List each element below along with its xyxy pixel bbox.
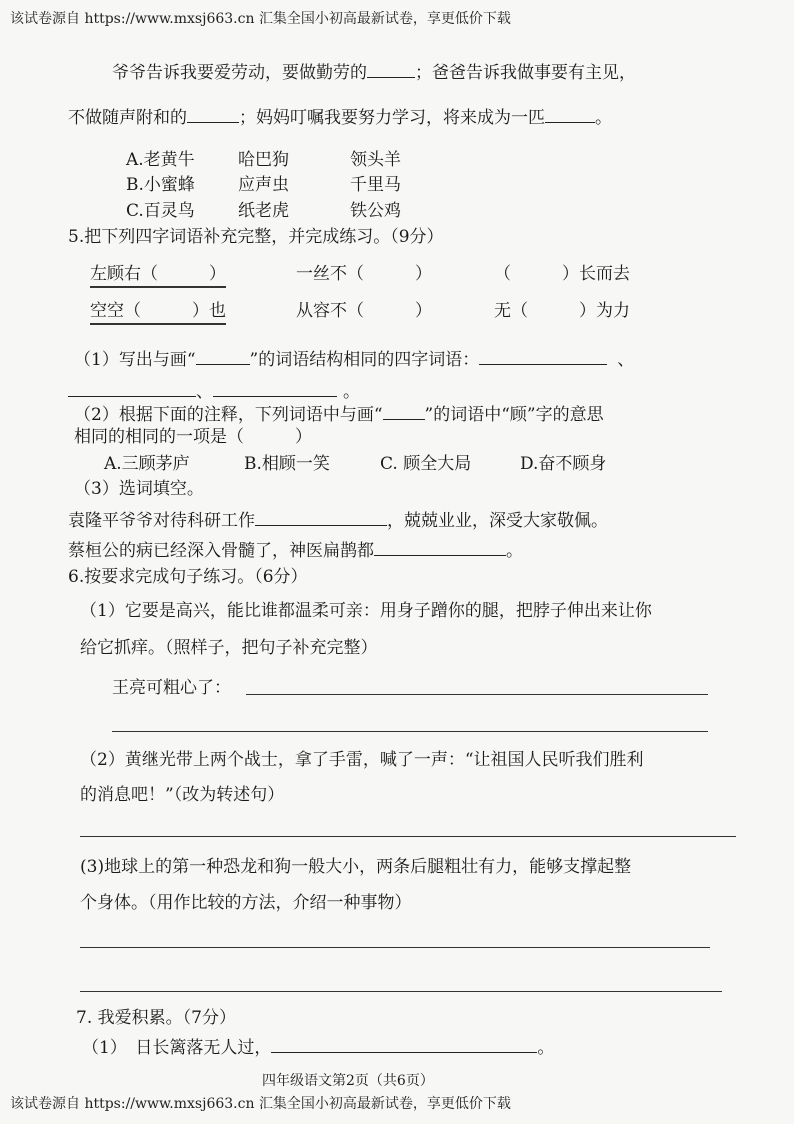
watermark-label: 该试卷源自 <box>10 1096 80 1112</box>
answer-blank[interactable] <box>68 382 196 397</box>
q5-fill-1 <box>68 511 608 530</box>
watermark-label: 该试卷源自 <box>10 11 80 27</box>
answer-blank[interactable] <box>255 511 387 526</box>
question-text: ”的词语结构相同的四字词语： <box>249 350 480 370</box>
q5-sub1 <box>74 350 634 369</box>
intro-line-2 <box>68 108 612 127</box>
q6-s1-line1: （1）它要是高兴，能比谁都温柔可亲：用身子蹭你的腿，把脖子伸出来让你 <box>80 601 652 621</box>
watermark-slogan: 汇集全国小初高最新试卷，享更低价下载 <box>258 1096 511 1112</box>
page-footer: 四年级语文第2页（共6页） <box>262 1073 434 1089</box>
choice-word: 纸老虎 <box>238 201 289 221</box>
q5-word[interactable]: （ ）长而去 <box>494 264 630 284</box>
marker-blank <box>196 350 250 365</box>
q5-word-underlined-2[interactable]: 空空（ ）也 <box>90 303 226 325</box>
q6-s1-line2: 给它抓痒。（照样子，把句子补充完整） <box>80 638 378 658</box>
answer-blank[interactable] <box>187 108 239 123</box>
answer-line[interactable] <box>112 731 708 732</box>
question-text: 、 <box>617 350 635 370</box>
choice-row-b <box>126 177 462 194</box>
q5-word[interactable]: 一丝不（ ） <box>296 264 432 284</box>
answer-blank[interactable] <box>479 350 607 365</box>
q6-s2-line2: 的消息吧！”（改为转述句） <box>80 785 285 805</box>
q5-option-a[interactable]: A.三顾茅庐 <box>104 454 190 474</box>
q5-sub3: （3）选词填空。 <box>74 479 204 499</box>
q5-option-d[interactable]: D.奋不顾身 <box>520 454 607 474</box>
q5-word[interactable]: 无（ ）为力 <box>494 301 630 321</box>
question-text: 蔡桓公的病已经深入骨髓了，神医扁鹊都 <box>68 541 374 561</box>
choice-word: 铁公鸡 <box>350 201 401 221</box>
choice-word: 千里马 <box>350 175 401 195</box>
question-text: ”的词语中“顾”字的意思 <box>424 405 604 425</box>
choice-word: C.百灵鸟 <box>126 201 195 221</box>
question-text: （1）写出与画“ <box>74 350 196 370</box>
q7-line1 <box>82 1038 554 1057</box>
q5-sub2 <box>74 405 604 424</box>
choice-word: B.小蜜蜂 <box>126 175 195 195</box>
q6-s2-line1: （2）黄继光带上两个战士，拿了手雷，喊了一声：“让祖国人民听我们胜利 <box>80 750 644 770</box>
answer-blank[interactable] <box>374 541 506 556</box>
answer-blank[interactable] <box>545 108 595 123</box>
watermark-url[interactable]: https://www.mxsj663.cn <box>84 1096 255 1112</box>
question-text: （1） 日长篱落无人过， <box>82 1038 272 1058</box>
q5-fill-2 <box>68 541 523 560</box>
question-text: 、 <box>196 382 213 402</box>
question-text: 。 <box>537 1038 555 1058</box>
watermark-top <box>10 12 511 26</box>
q7-title: 7. 我爱积累。（7分） <box>76 1008 236 1028</box>
answer-blank[interactable] <box>213 382 337 397</box>
q5-option-c[interactable]: C. 顾全大局 <box>380 454 472 474</box>
q5-option-b[interactable]: B.相顾一笑 <box>244 454 330 474</box>
q6-s1-prompt: 王亮可粗心了： <box>112 678 231 698</box>
q5-word[interactable]: 从容不（ ） <box>296 301 432 321</box>
question-text: 袁隆平爷爷对待科研工作 <box>68 511 255 531</box>
q5-word-underlined-1[interactable]: 左顾右（ ） <box>90 266 226 288</box>
q5-sub1-cont <box>68 382 360 401</box>
watermark-slogan: 汇集全国小初高最新试卷，享更低价下载 <box>258 11 511 27</box>
intro-line-1 <box>112 63 636 82</box>
answer-line[interactable] <box>80 947 710 948</box>
q6-title: 6.按要求完成句子练习。（6分） <box>68 567 308 587</box>
q5-title: 5.把下列四字词语补充完整，并完成练习。（9分） <box>68 227 444 247</box>
intro-text: ；爸爸告诉我做事要有主见， <box>415 63 636 83</box>
q5-sub2-cont: 相同的相同的一项是（ ） <box>74 427 312 447</box>
q6-s3-line2: 个身体。（用作比较的方法，介绍一种事物） <box>80 893 412 913</box>
answer-line[interactable] <box>246 694 708 695</box>
answer-line[interactable] <box>80 836 736 837</box>
question-text: 。 <box>343 382 360 402</box>
choice-row-a <box>126 152 462 169</box>
q6-s3-line1: (3)地球上的第一种恐龙和狗一般大小，两条后腿粗壮有力，能够支撑起整 <box>80 857 632 877</box>
intro-text: ；妈妈叮嘱我要努力学习，将来成为一匹 <box>239 108 545 128</box>
question-text: （2）根据下面的注释，下列词语中与画“ <box>74 405 383 425</box>
choice-word: 应声虫 <box>238 175 289 195</box>
choice-word: A.老黄牛 <box>126 150 195 170</box>
marker-blank <box>383 405 425 420</box>
choice-word: 领头羊 <box>350 150 401 170</box>
answer-blank[interactable] <box>271 1038 537 1053</box>
answer-blank[interactable] <box>367 63 415 78</box>
intro-text: 不做随声附和的 <box>68 108 187 128</box>
choice-word: 哈巴狗 <box>238 150 289 170</box>
answer-line[interactable] <box>80 991 722 992</box>
intro-text: 爷爷告诉我要爱劳动，要做勤劳的 <box>112 63 367 83</box>
intro-text: 。 <box>595 108 612 128</box>
watermark-url[interactable]: https://www.mxsj663.cn <box>84 11 255 27</box>
question-text: ，兢兢业业，深受大家敬佩。 <box>387 511 608 531</box>
choice-row-c <box>126 203 462 220</box>
watermark-bottom <box>10 1097 511 1111</box>
question-text: 。 <box>506 541 523 561</box>
